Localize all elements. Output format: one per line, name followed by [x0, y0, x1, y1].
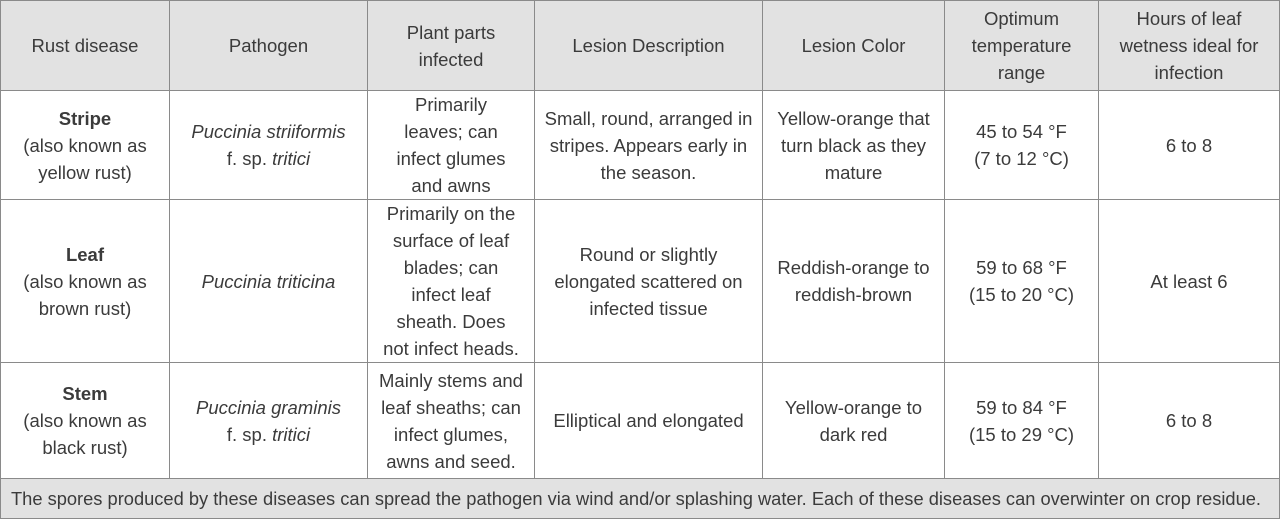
lesion-description-cell: Round or slightly elongated scattered on infected tissue [535, 200, 763, 363]
header-lesion-color: Lesion Color [763, 1, 945, 91]
leaf-wetness-cell: At least 6 [1099, 200, 1280, 363]
table-row [1, 363, 1280, 479]
pathogen-fsp-prefix: f. sp. [226, 148, 267, 169]
pathogen-cell [170, 91, 368, 200]
header-plant-parts: Plant parts infected [368, 1, 535, 91]
pathogen-species: Puccinia graminis [196, 396, 341, 418]
disease-aka: (also known as black rust) [23, 410, 147, 458]
temperature-f: 59 to 84 °F [976, 396, 1067, 418]
disease-cell [1, 91, 170, 200]
plant-parts-cell: Primarily leaves; can infect glumes and awns [368, 91, 535, 200]
pathogen-species: Puccinia triticina [201, 270, 336, 292]
temperature-c: (15 to 29 °C) [968, 423, 1075, 445]
table-row [1, 91, 1280, 200]
pathogen-fsp-prefix: f. sp. [226, 423, 267, 445]
temperature-cell [945, 91, 1099, 200]
pathogen-fsp: tritici [272, 148, 311, 169]
table-row [1, 200, 1280, 363]
lesion-color-cell: Yellow-orange to dark red [763, 363, 945, 479]
temperature-f: 59 to 68 °F [976, 257, 1067, 278]
header-leaf-wetness: Hours of leaf wetness ideal for infection [1099, 1, 1280, 91]
header-rust-disease: Rust disease [1, 1, 170, 91]
leaf-wetness-cell: 6 to 8 [1099, 91, 1280, 200]
disease-name: Stripe [58, 107, 112, 129]
header-row [1, 1, 1280, 91]
pathogen-cell [170, 363, 368, 479]
lesion-description-cell: Elliptical and elongated [535, 363, 763, 479]
disease-cell [1, 200, 170, 363]
temperature-cell [945, 200, 1099, 363]
lesion-color-cell: Yellow-orange that turn black as they mature [763, 91, 945, 200]
pathogen-species: Puccinia striiformis [191, 121, 346, 142]
disease-name: Leaf [65, 243, 105, 265]
pathogen-fsp: tritici [272, 423, 311, 445]
temperature-f: 45 to 54 °F [976, 121, 1067, 142]
disease-name: Stem [62, 383, 108, 404]
temperature-c: (7 to 12 °C) [974, 148, 1069, 169]
header-lesion-description: Lesion Description [535, 1, 763, 91]
disease-aka: (also known as brown rust) [23, 270, 147, 319]
leaf-wetness-cell: 6 to 8 [1099, 363, 1280, 479]
pathogen-cell [170, 200, 368, 363]
plant-parts-cell: Mainly stems and leaf sheaths; can infect glumes, awns and seed. [368, 363, 535, 479]
disease-cell [1, 363, 170, 479]
temperature-c: (15 to 20 °C) [968, 284, 1075, 305]
lesion-color-cell: Reddish-orange to reddish-brown [763, 200, 945, 363]
header-optimum-temperature: Optimum temperature range [945, 1, 1099, 91]
disease-aka: (also known as yellow rust) [23, 134, 147, 183]
header-pathogen: Pathogen [170, 1, 368, 91]
lesion-description-cell: Small, round, arranged in stripes. Appears early in the season. [535, 91, 763, 200]
temperature-cell [945, 363, 1099, 479]
footnote: The spores produced by these diseases can spread the pathogen via wind and/or splashing water. Each of these diseases can overwinter on crop residue. [1, 479, 1280, 519]
plant-parts-cell: Primarily on the surface of leaf blades; can infect leaf sheath. Does not infect heads. [368, 200, 535, 363]
